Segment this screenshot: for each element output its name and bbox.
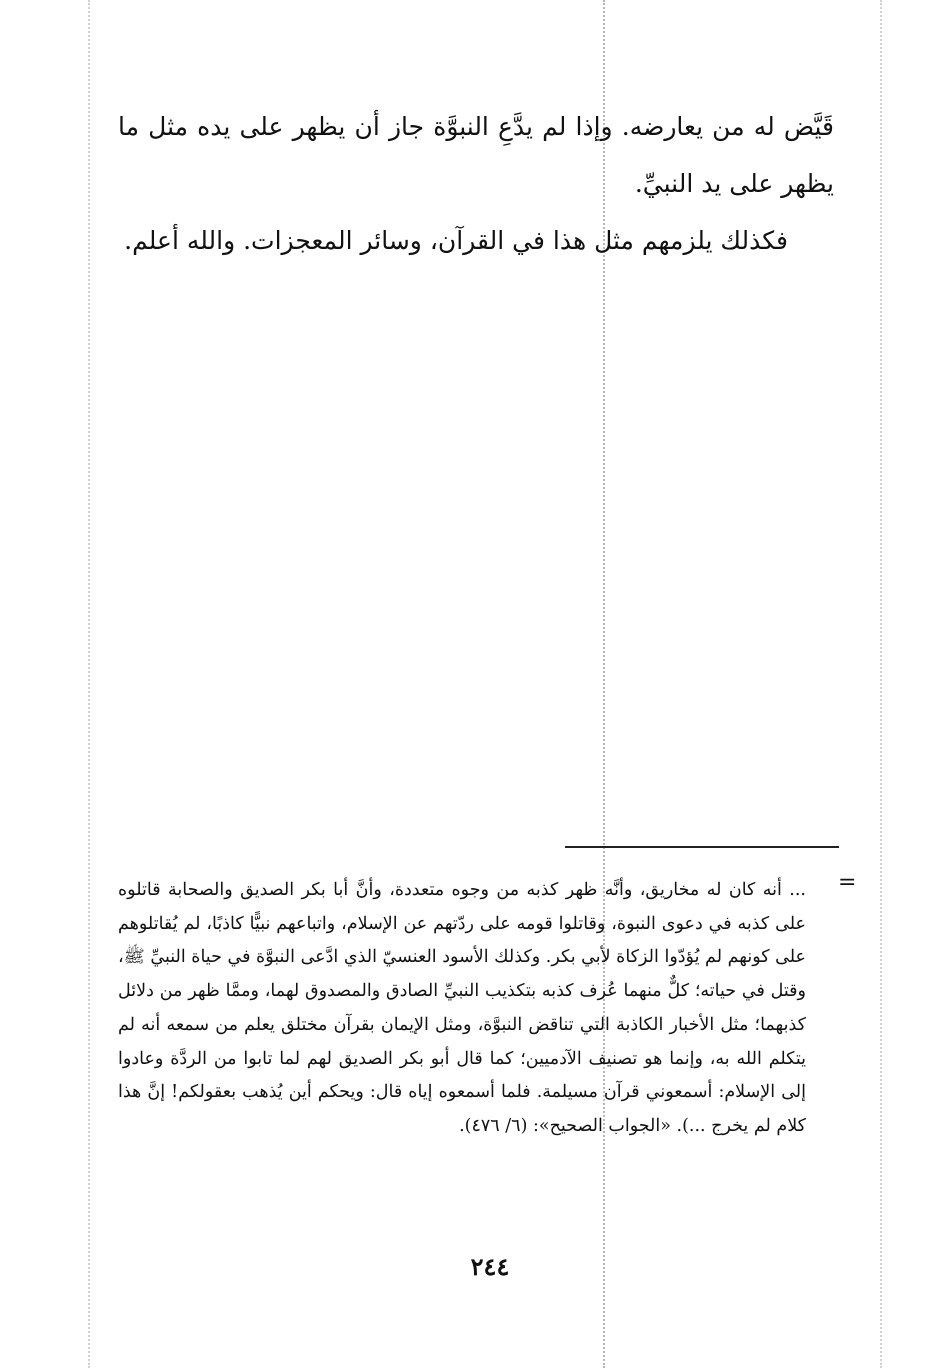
footnote-block [118,874,806,1144]
footnote-separator-rule [565,846,839,848]
footnote-text: ... أنه كان له مخاريق، وأنَّه ظهر كذبه من وجوه متعددة، وأنَّ أبا بكر الصديق والصحابة قاتلوه على كذبه في دعوى النبوة، وقاتلوا قومه على ردّتهم عن الإسلام، واتباعهم نبيًّا كاذبًا، لم يُقاتلوهم على كونهم لم يُؤدّوا الزكاة لأبي بكر. وكذلك الأسود العنسيّ الذي ادَّعى النبوَّة في حياة النبيِّ ﷺ، وقتل في حياته؛ كلٌّ منهما عُرف كذبه بتكذيب النبيِّ الصادق والمصدوق لهما، وممَّا ظهر من دلائل كذبهما؛ مثل الأخبار الكاذبة التي تناقض النبوَّة، ومثل الإيمان بقرآن مختلق يعلم من سمعه أنه لم يتكلم الله به، وإنما هو تصنيف الآدميين؛ كما قال أبو بكر الصديق لهم لما تابوا من الردَّة وعادوا إلى الإسلام: أسمعوني قرآن مسيلمة. فلما أسمعوه إياه قال: ويحكم أين يُذهب بعقولكم! إنَّ هذا كلام لم يخرج ...). «الجواب الصحيح»: (٦/ ٤٧٦). [118,880,806,1136]
main-paragraph-1: قَيَّض له من يعارضه. وإذا لم يدَّعِ النبوَّة جاز أن يظهر على يده مثل ما يظهر على يد النبيِّ. [118,112,834,198]
scan-dotted-line-left [88,0,90,1368]
main-text-block [118,98,834,269]
footnote-continuation-marker: = [838,870,857,895]
main-paragraph-2: فكذلك يلزمهم مثل هذا في القرآن، وسائر المعجزات. والله أعلم. [124,226,788,255]
page-number: ٢٤٤ [470,1252,510,1281]
scan-dotted-line-right [880,0,882,1368]
